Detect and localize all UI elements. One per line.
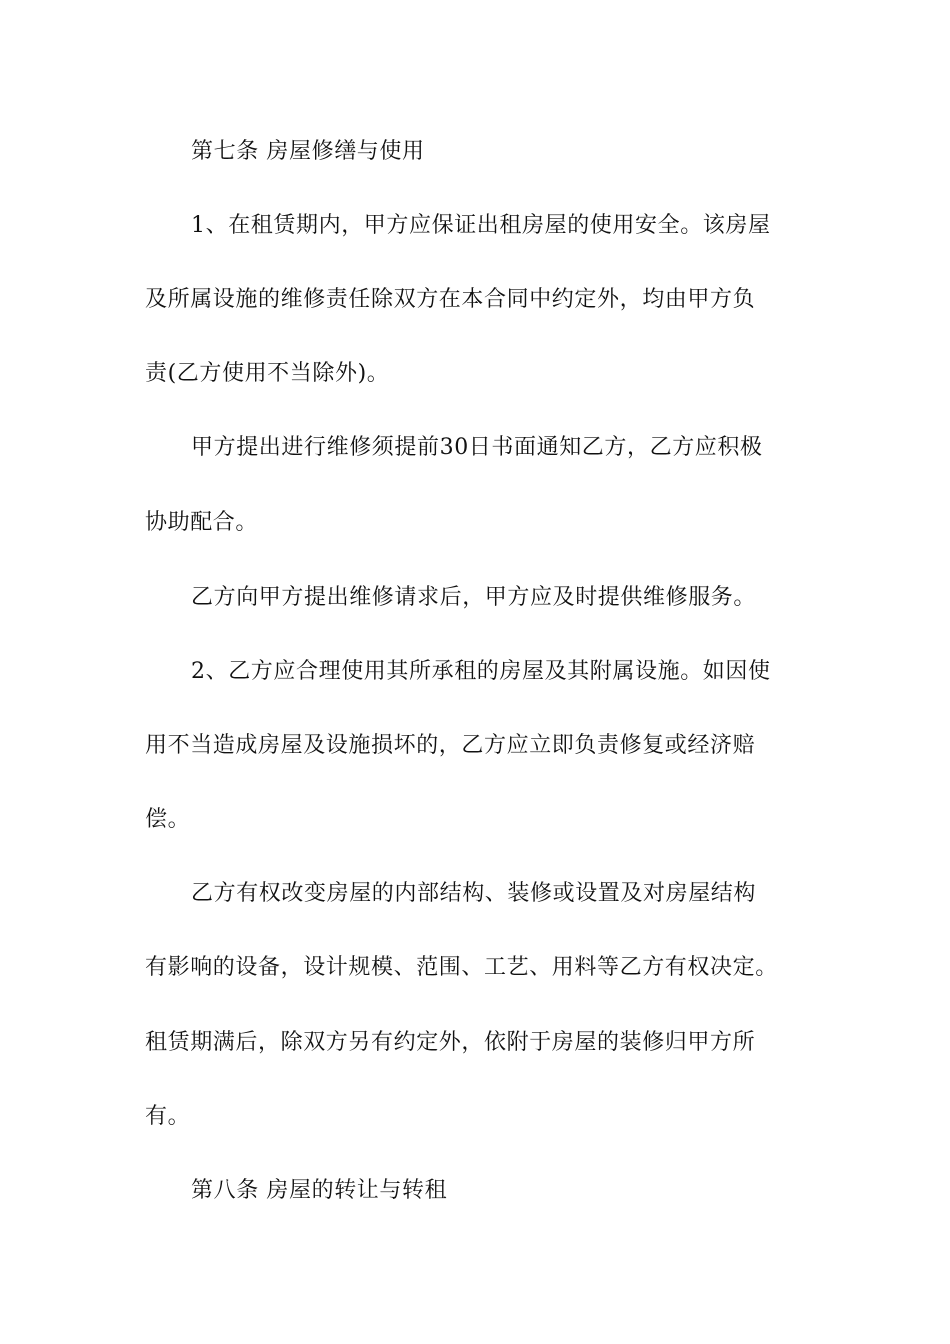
- paragraph-line: 甲方提出进行维修须提前30日书面通知乙方，乙方应积极: [191, 435, 763, 460]
- paragraph-line: 有影响的设备，设计规模、范围、工艺、用料等乙方有权决定。: [145, 955, 778, 980]
- paragraph-line: 协助配合。: [145, 510, 259, 535]
- paragraph-line: 偿。: [145, 807, 191, 832]
- paragraph-line: 及所属设施的维修责任除双方在本合同中约定外，均由甲方负: [145, 287, 756, 312]
- section-heading-article-7: 第七条 房屋修缮与使用: [191, 139, 425, 164]
- paragraph-line: 租赁期满后，除双方另有约定外，依附于房屋的装修归甲方所: [145, 1030, 756, 1055]
- paragraph-line: 有。: [145, 1104, 191, 1129]
- paragraph-line: 用不当造成房屋及设施损坏的，乙方应立即负责修复或经济赔: [145, 733, 756, 758]
- paragraph-line: 2、乙方应合理使用其所承租的房屋及其附属设施。如因使: [191, 659, 771, 684]
- paragraph-line: 乙方向甲方提出维修请求后，甲方应及时提供维修服务。: [191, 585, 757, 610]
- section-heading-article-8: 第八条 房屋的转让与转租: [191, 1178, 448, 1203]
- paragraph-line: 1、在租赁期内，甲方应保证出租房屋的使用安全。该房屋: [191, 213, 771, 238]
- paragraph-line: 乙方有权改变房屋的内部结构、装修或设置及对房屋结构: [191, 881, 757, 906]
- paragraph-line: 责(乙方使用不当除外)。: [145, 361, 390, 386]
